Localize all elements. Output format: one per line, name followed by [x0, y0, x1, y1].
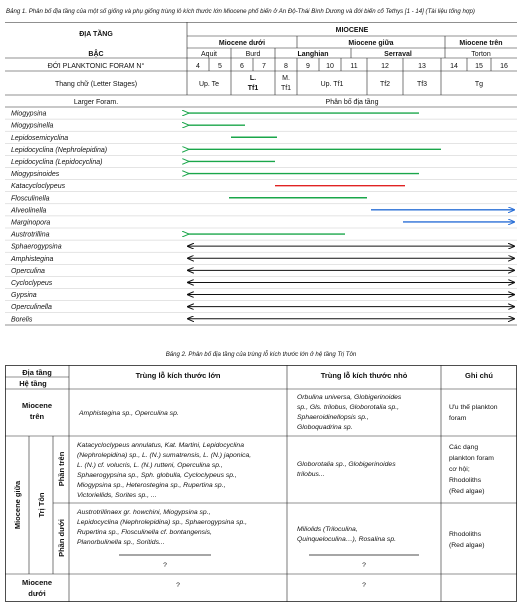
t2-phan-duoi: Phần dưới	[57, 519, 66, 557]
t2-pt-large-3: L. (N.) cf. volucris, L. (N.) rutteni, Operculina sp.,	[77, 462, 223, 469]
zone-4: 4	[196, 63, 200, 70]
taxon-label: Lepidocyclina (Nephrolepidina)	[11, 146, 108, 154]
t2-pt-note-5: (Red algae)	[449, 488, 485, 495]
t2-pd-small-1: Miliolids (Triloculina,	[297, 526, 358, 533]
stage-burd: Burd	[245, 51, 261, 58]
zone-16: 16	[500, 63, 508, 70]
table1	[5, 22, 517, 326]
t2-pt-large-2: (Nephrolepidina) sp., L. (N.) sumatrensis, L. (N.) japonica,	[77, 452, 252, 459]
stage-torton: Torton	[471, 51, 491, 58]
t2-pd-large-4: Planorbulinella sp., Soritids...	[77, 539, 165, 546]
t2-upper-small-3: Sphaeroidinellopsis sp.,	[297, 414, 369, 421]
zone-6: 6	[240, 63, 244, 70]
t2-upper-note-1: Ưu thế plankton	[449, 404, 498, 411]
taxon-label: Austrotrillina	[11, 231, 50, 239]
t2-upper-large: Amphistegina sp., Operculina sp.	[79, 410, 179, 417]
t2-miocene-duoi-2: dưới	[28, 589, 46, 598]
taxon-label: Operculinella	[11, 304, 52, 312]
letter-tg: Tg	[474, 81, 484, 88]
stage-serraval: Serraval	[384, 51, 412, 58]
taxon-label: Operculina	[11, 267, 45, 275]
t2-upper-small-4: Globoquadrina sp.	[297, 424, 353, 431]
t2-pd-note-1: Rhodoliths	[449, 531, 482, 538]
taxon-label: Gypsina	[11, 292, 37, 300]
t2-pd-large-3: Rupertina sp., Flosculinella cf. bontangensis,	[77, 529, 212, 536]
taxon-label: Flosculinella	[11, 195, 50, 203]
zone-9: 9	[306, 63, 310, 70]
header-phan-bo: Phân bố địa tầng	[325, 99, 379, 106]
taxon-label: Marginopora	[11, 219, 51, 227]
zone-10: 10	[326, 63, 334, 70]
header-doi-planktonic: ĐỚI PLANKTONIC FORAM N°	[47, 63, 145, 70]
t2-pt-large-5: Miogypsina sp., Heterostegina sp., Rupertina sp.,	[77, 482, 226, 489]
t2-miocene-tren-1: Miocene	[21, 401, 53, 410]
header-larger-foram: Larger Foram.	[73, 99, 119, 106]
taxon-label: Borelis	[11, 316, 33, 324]
header-miocene: MIOCENE	[335, 27, 369, 34]
zone-5: 5	[218, 63, 222, 70]
letter-up-te: Up. Te	[198, 81, 220, 88]
zone-7: 7	[262, 63, 266, 70]
t2-pt-note-2: plankton foram	[449, 455, 494, 462]
subepoch-upper: Miocene trên	[459, 40, 503, 47]
taxon-label: Lepidocyclina (Lepidocyclina)	[11, 158, 103, 166]
t2-pt-large-4: Sphaerogypsina sp., Sph. globulla, Cycloclypeus sp.,	[77, 472, 237, 479]
taxon-label: Lepidosemicyclina	[11, 134, 69, 142]
letter-m-tf1-a: M.	[282, 75, 290, 82]
taxon-label: Sphaerogypsina	[11, 243, 62, 251]
t2-pd-small-2: Quinqueloculina…), Rosalina sp.	[297, 536, 396, 543]
zone-8: 8	[284, 63, 288, 70]
taxon-label: Miogypsinoides	[11, 171, 60, 179]
t2-pd-large-1: Austrotrillinaex gr. howchini, Miogypsina sp.,	[77, 509, 211, 516]
t2-pd-note-2: (Red algae)	[449, 542, 485, 549]
taxon-label: Cycloclypeus	[11, 279, 53, 287]
t2-pt-note-3: cơ hội;	[449, 466, 470, 473]
taxon-label: Amphistegina	[11, 255, 54, 263]
t2-pt-note-1: Các dạng	[449, 444, 479, 451]
t2-upper-small-2: sp., Gls. trilobus, Globorotalia sp.,	[297, 404, 399, 411]
taxon-label: Miogypsina	[11, 110, 47, 118]
t2-header-large: Trùng lỗ kích thước lớn	[135, 371, 221, 380]
zone-13: 13	[418, 63, 426, 70]
t2-pt-large-6: Victoriellids, Sorites sp., ...	[77, 492, 157, 499]
zone-15: 15	[475, 63, 483, 70]
t2-pt-note-4: Rhodoliths	[449, 477, 482, 484]
t2-header-he-tang: Hệ tầng	[19, 379, 47, 388]
subepoch-middle: Miocene giữa	[348, 40, 394, 47]
stage-aquit: Aquit	[201, 51, 217, 58]
header-thang-chu: Thang chữ (Letter Stages)	[54, 81, 138, 88]
t2-pt-small-1: Globorotalia sp., Globigerinoides	[297, 461, 396, 468]
t2-phan-tren: Phần trên	[57, 451, 66, 487]
zone-14: 14	[450, 63, 458, 70]
t2-header-dia-tang: Địa tầng	[22, 368, 52, 377]
t2-upper-small-1: Orbulina universa, Globigerinoides	[297, 394, 402, 401]
letter-l-tf1-b: Tf1	[247, 85, 259, 92]
zone-11: 11	[350, 63, 358, 70]
letter-l-tf1-a: L.	[249, 75, 257, 82]
t2-miocene-tren-2: trên	[29, 412, 45, 421]
t2-pd-small-q: ?	[362, 562, 366, 569]
stage-langhian: Langhian	[297, 51, 329, 58]
letter-tf2: Tf2	[379, 81, 391, 88]
letter-m-tf1-b: Tf1	[280, 85, 292, 92]
t2-pd-large-2: Lepidocyclina (Nephrolepidina) sp., Sphaerogypsina sp.,	[77, 519, 248, 526]
header-dia-tang: ĐỊA TẦNG	[79, 31, 113, 38]
t2-md-large-q: ?	[176, 582, 180, 589]
t2-md-small-q: ?	[362, 582, 366, 589]
t2-pt-small-2: trilobus...	[297, 471, 325, 478]
taxon-label: Alveolinella	[11, 207, 47, 215]
t2-miocene-duoi-1: Miocene	[21, 578, 53, 587]
t2-pd-large-q: ?	[163, 562, 167, 569]
t2-upper-note-2: foram	[449, 415, 467, 422]
zone-12: 12	[381, 63, 389, 70]
t2-tri-ton: Trị Tôn	[37, 492, 46, 518]
subepoch-lower: Miocene dưới	[218, 40, 266, 47]
t2-miocene-giua: Miocene giữa	[13, 480, 22, 530]
taxon-label: Katacycloclypeus	[11, 183, 66, 191]
table2	[5, 365, 517, 602]
table2-caption: Bảng 2. Phân bố địa tầng của trùng lỗ kích thước lớn ở hệ tầng Trị Tôn	[165, 351, 357, 358]
letter-up-tf1: Up. Tf1	[320, 81, 344, 88]
table1-caption: Bảng 1. Phân bố địa tầng của một số giống và phụ giống trùng lỗ kích thước lớn Miocene phổ biến ở Ấn Độ-Thái Bình Dương và đới biển cổ Tethys [1 - 14] (Tài liệu tổng hợp)	[6, 8, 475, 15]
t2-pt-large-1: Katacycloclypeus annulatus, Kat. Martini, Lepidocyclina	[77, 442, 244, 449]
t2-header-note: Ghi chú	[465, 371, 493, 380]
t2-header-small: Trùng lỗ kích thước nhỏ	[320, 371, 408, 380]
taxon-label: Miogypsinella	[11, 122, 54, 130]
letter-tf3: Tf3	[416, 81, 428, 88]
header-bac: BẬC	[88, 51, 104, 58]
